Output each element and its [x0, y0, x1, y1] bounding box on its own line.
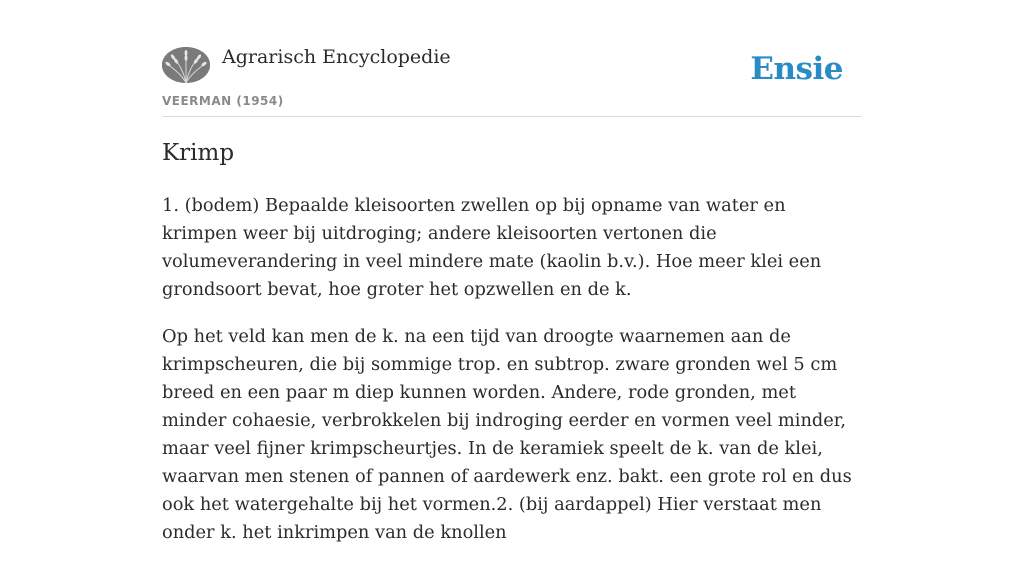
- ensie-logo-link[interactable]: Ensie: [750, 51, 843, 87]
- article-body: [162, 192, 864, 566]
- article-paragraph: 1. (bodem) Bepaalde kleisoorten zwellen op bij opname van water en krimpen weer bij uitdroging; andere kleisoorten vertonen die volumeverandering in veel mindere mate (kaolin b.v.). Hoe meer klei een grondsoort bevat, hoe groter het opzwellen en de k.: [162, 195, 822, 300]
- edition-label: VEERMAN (1954): [162, 94, 284, 108]
- publication-title[interactable]: Agrarisch Encyclopedie: [222, 46, 451, 68]
- article-title: Krimp: [162, 140, 235, 166]
- wheat-icon[interactable]: [162, 47, 210, 83]
- article-paragraph: Op het veld kan men de k. na een tijd van droogte waarnemen aan de krimpscheuren, die bij sommige trop. en subtrop. zware gronden wel 5 cm breed en een paar m diep kunnen worden. Andere, rode gronden, met minder cohaesie, verbrokkelen bij indroging eerder en vormen veel minder, maar veel fijner krimpscheurtjes. In de keramiek speelt de k. van de klei, waarvan men stenen of pannen of aardewerk enz. bakt. een grote rol en dus ook het watergehalte bij het vormen.2. (bij aardappel) Hier verstaat men onder k. het inkrimpen van de knollen: [162, 326, 852, 543]
- page: [162, 0, 862, 543]
- header: [162, 0, 862, 117]
